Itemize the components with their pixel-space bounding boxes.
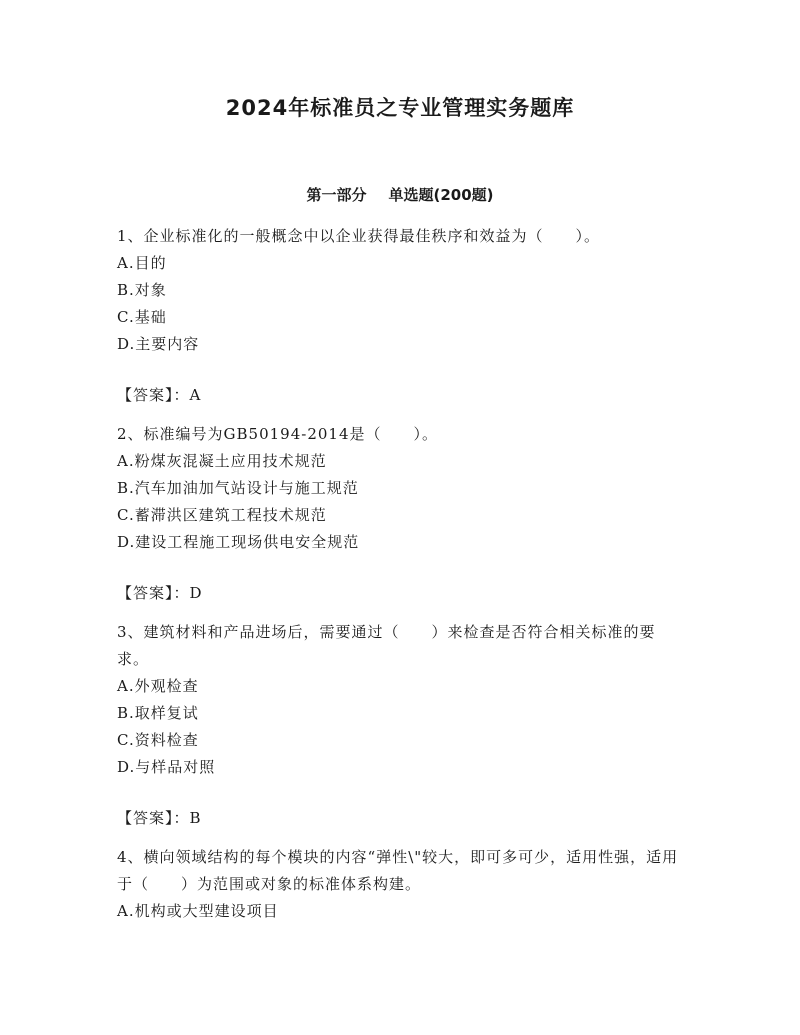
option-c: C.基础 — [117, 308, 167, 326]
option-a: A.机构或大型建设项目 — [117, 902, 279, 920]
question-2 — [117, 421, 683, 607]
question-stem: 4、横向领域结构的每个模块的内容“弹性\"较大，即可多可少，适用性强，适用于（ ）为范围或对象的标准体系构建。 — [117, 848, 679, 893]
section-name: 第一部分 — [306, 186, 367, 204]
option-b: B.汽车加油加气站设计与施工规范 — [117, 479, 359, 497]
option-a: A.粉煤灰混凝土应用技术规范 — [117, 452, 327, 470]
option-c: C.资料检查 — [117, 731, 199, 749]
section-subtitle: 单选题(200题) — [388, 186, 494, 204]
option-a: A.外观检查 — [117, 677, 199, 695]
question-stem: 1、企业标准化的一般概念中以企业获得最佳秩序和效益为（ ）。 — [117, 227, 601, 245]
question-stem: 2、标准编号为GB50194-2014是（ ）。 — [117, 425, 439, 443]
option-a: A.目的 — [117, 254, 167, 272]
option-b: B.取样复试 — [117, 704, 199, 722]
answer-line: 【答案】：A — [117, 386, 202, 404]
option-d: D.主要内容 — [117, 335, 200, 353]
section-heading — [0, 183, 800, 207]
question-1 — [117, 223, 683, 409]
question-list — [117, 223, 683, 925]
question-4 — [117, 844, 683, 925]
option-d: D.建设工程施工现场供电安全规范 — [117, 533, 360, 551]
option-d: D.与样品对照 — [117, 758, 216, 776]
answer-line: 【答案】：B — [117, 809, 202, 827]
option-b: B.对象 — [117, 281, 167, 299]
question-stem: 3、建筑材料和产品进场后，需要通过（ ）来检查是否符合相关标准的要求。 — [117, 623, 656, 668]
answer-line: 【答案】：D — [117, 584, 203, 602]
question-3 — [117, 619, 683, 832]
document-title: 2024年标准员之专业管理实务题库 — [225, 96, 575, 120]
option-c: C.蓄滞洪区建筑工程技术规范 — [117, 506, 327, 524]
